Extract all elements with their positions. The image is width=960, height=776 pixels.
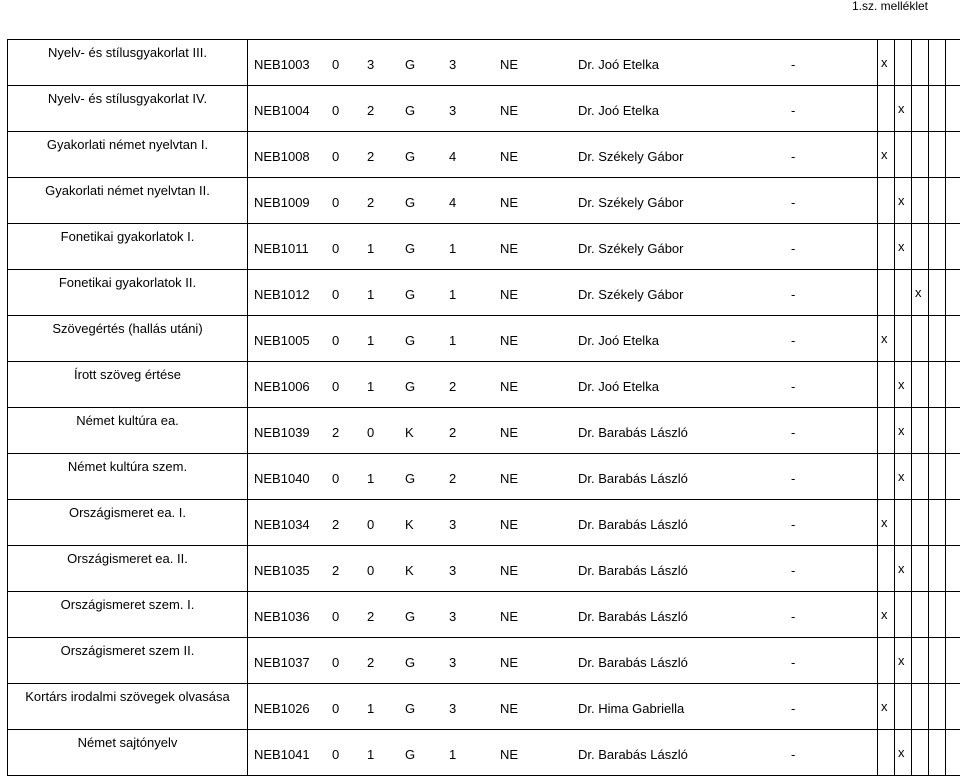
- prerequisite: -: [791, 655, 795, 670]
- semester-cell: [895, 684, 912, 730]
- semester-cell: [895, 132, 912, 178]
- credits: 4: [449, 195, 456, 210]
- practice-hours: 3: [367, 57, 374, 72]
- semester-cell: [929, 592, 946, 638]
- practice-hours: 2: [367, 609, 374, 624]
- teacher-name: Dr. Hima Gabriella: [578, 701, 684, 716]
- semester-mark: x: [898, 101, 905, 116]
- teacher-name: Dr. Székely Gábor: [578, 287, 684, 302]
- practice-hours: 1: [367, 701, 374, 716]
- lecture-hours: 0: [332, 287, 339, 302]
- semester-cell: [946, 224, 960, 270]
- practice-hours: 1: [367, 471, 374, 486]
- credits: 3: [449, 609, 456, 624]
- semester-cell: [929, 40, 946, 86]
- semester-mark: x: [881, 699, 888, 714]
- assessment-type: G: [405, 103, 415, 118]
- semester-mark: x: [898, 745, 905, 760]
- prerequisite: -: [791, 333, 795, 348]
- semester-cell: [878, 270, 895, 316]
- semester-mark: x: [881, 607, 888, 622]
- semester-cell: [946, 316, 960, 362]
- course-code: NEB1041: [254, 747, 310, 762]
- course-name: Nyelv- és stílusgyakorlat IV.: [8, 86, 248, 132]
- semester-cell: [929, 546, 946, 592]
- semester-cell: [878, 40, 895, 86]
- credits: 1: [449, 287, 456, 302]
- lecture-hours: 0: [332, 333, 339, 348]
- semester-cell: [929, 454, 946, 500]
- semester-cell: [946, 270, 960, 316]
- course-name: Gyakorlati német nyelvtan II.: [8, 178, 248, 224]
- table-row: [8, 546, 960, 592]
- teacher-name: Dr. Joó Etelka: [578, 57, 659, 72]
- practice-hours: 2: [367, 149, 374, 164]
- semester-cell: [929, 408, 946, 454]
- semester-cell: [878, 224, 895, 270]
- lecture-hours: 2: [332, 563, 339, 578]
- teacher-name: Dr. Székely Gábor: [578, 195, 684, 210]
- semester-cell: [929, 270, 946, 316]
- semester-cell: [929, 362, 946, 408]
- credits: 3: [449, 563, 456, 578]
- assessment-type: K: [405, 425, 414, 440]
- practice-hours: 1: [367, 333, 374, 348]
- semester-cell: [878, 362, 895, 408]
- semester-cell: [895, 362, 912, 408]
- practice-hours: 0: [367, 563, 374, 578]
- semester-cell: [895, 408, 912, 454]
- course-code: NEB1040: [254, 471, 310, 486]
- prerequisite: -: [791, 241, 795, 256]
- course-code: NEB1037: [254, 655, 310, 670]
- course-code: NEB1009: [254, 195, 310, 210]
- semester-cell: [946, 408, 960, 454]
- semester-cell: [895, 638, 912, 684]
- teacher-name: Dr. Barabás László: [578, 471, 688, 486]
- credits: 3: [449, 517, 456, 532]
- table-row: [8, 270, 960, 316]
- table-row: [8, 178, 960, 224]
- semester-cell: [946, 546, 960, 592]
- assessment-type: G: [405, 747, 415, 762]
- language-code: NE: [500, 149, 518, 164]
- semester-cell: [912, 408, 929, 454]
- semester-cell: [895, 40, 912, 86]
- course-code: NEB1026: [254, 701, 310, 716]
- semester-cell: [946, 86, 960, 132]
- teacher-name: Dr. Joó Etelka: [578, 379, 659, 394]
- assessment-type: G: [405, 149, 415, 164]
- prerequisite: -: [791, 287, 795, 302]
- language-code: NE: [500, 57, 518, 72]
- semester-cell: [946, 684, 960, 730]
- semester-cell: [878, 500, 895, 546]
- semester-cell: [912, 40, 929, 86]
- course-code: NEB1011: [254, 241, 309, 256]
- semester-mark: x: [881, 515, 888, 530]
- assessment-type: G: [405, 195, 415, 210]
- semester-cell: [929, 178, 946, 224]
- lecture-hours: 0: [332, 241, 339, 256]
- language-code: NE: [500, 747, 518, 762]
- semester-cell: [895, 730, 912, 776]
- language-code: NE: [500, 701, 518, 716]
- course-table: [7, 39, 960, 776]
- semester-cell: [912, 454, 929, 500]
- language-code: NE: [500, 471, 518, 486]
- assessment-type: K: [405, 517, 414, 532]
- semester-cell: [878, 638, 895, 684]
- semester-cell: [929, 684, 946, 730]
- course-name: Fonetikai gyakorlatok II.: [8, 270, 248, 316]
- credits: 1: [449, 747, 456, 762]
- prerequisite: -: [791, 149, 795, 164]
- course-name: Gyakorlati német nyelvtan I.: [8, 132, 248, 178]
- teacher-name: Dr. Barabás László: [578, 425, 688, 440]
- course-name: Német kultúra szem.: [8, 454, 248, 500]
- table-row: [8, 592, 960, 638]
- semester-cell: [912, 316, 929, 362]
- teacher-name: Dr. Joó Etelka: [578, 333, 659, 348]
- semester-cell: [895, 270, 912, 316]
- lecture-hours: 0: [332, 149, 339, 164]
- table-row: [8, 316, 960, 362]
- semester-cell: [912, 684, 929, 730]
- practice-hours: 2: [367, 103, 374, 118]
- semester-cell: [878, 86, 895, 132]
- semester-cell: [878, 316, 895, 362]
- semester-cell: [895, 592, 912, 638]
- course-code: NEB1003: [254, 57, 310, 72]
- course-code: NEB1039: [254, 425, 310, 440]
- semester-cell: [878, 684, 895, 730]
- credits: 1: [449, 333, 456, 348]
- semester-mark: x: [898, 423, 905, 438]
- practice-hours: 0: [367, 425, 374, 440]
- language-code: NE: [500, 103, 518, 118]
- lecture-hours: 0: [332, 609, 339, 624]
- language-code: NE: [500, 655, 518, 670]
- language-code: NE: [500, 517, 518, 532]
- semester-cell: [912, 546, 929, 592]
- prerequisite: -: [791, 517, 795, 532]
- language-code: NE: [500, 333, 518, 348]
- table-row: [8, 362, 960, 408]
- language-code: NE: [500, 425, 518, 440]
- assessment-type: G: [405, 471, 415, 486]
- table-row: [8, 86, 960, 132]
- semester-cell: [929, 500, 946, 546]
- course-name: Országismeret ea. II.: [8, 546, 248, 592]
- assessment-type: G: [405, 609, 415, 624]
- language-code: NE: [500, 195, 518, 210]
- credits: 3: [449, 57, 456, 72]
- credits: 4: [449, 149, 456, 164]
- language-code: NE: [500, 379, 518, 394]
- semester-cell: [929, 316, 946, 362]
- lecture-hours: 0: [332, 195, 339, 210]
- semester-cell: [946, 500, 960, 546]
- table-row: [8, 408, 960, 454]
- semester-cell: [895, 316, 912, 362]
- semester-cell: [912, 132, 929, 178]
- semester-cell: [912, 224, 929, 270]
- teacher-name: Dr. Barabás László: [578, 563, 688, 578]
- semester-mark: x: [898, 193, 905, 208]
- semester-cell: [895, 454, 912, 500]
- assessment-type: G: [405, 379, 415, 394]
- semester-mark: x: [898, 377, 905, 392]
- credits: 3: [449, 103, 456, 118]
- semester-cell: [878, 408, 895, 454]
- annex-label: 1.sz. melléklet: [852, 0, 928, 13]
- lecture-hours: 0: [332, 701, 339, 716]
- course-name: Fonetikai gyakorlatok I.: [8, 224, 248, 270]
- credits: 2: [449, 425, 456, 440]
- prerequisite: -: [791, 379, 795, 394]
- credits: 1: [449, 241, 456, 256]
- teacher-name: Dr. Székely Gábor: [578, 241, 684, 256]
- language-code: NE: [500, 563, 518, 578]
- course-name: Írott szöveg értése: [8, 362, 248, 408]
- semester-mark: x: [898, 561, 905, 576]
- semester-cell: [878, 546, 895, 592]
- semester-cell: [946, 730, 960, 776]
- course-code: NEB1036: [254, 609, 310, 624]
- semester-cell: [912, 270, 929, 316]
- semester-cell: [929, 86, 946, 132]
- semester-mark: x: [881, 55, 888, 70]
- prerequisite: -: [791, 57, 795, 72]
- semester-cell: [946, 178, 960, 224]
- semester-cell: [946, 40, 960, 86]
- table-row: [8, 638, 960, 684]
- semester-cell: [912, 178, 929, 224]
- assessment-type: G: [405, 655, 415, 670]
- semester-cell: [946, 362, 960, 408]
- credits: 3: [449, 655, 456, 670]
- course-code: NEB1004: [254, 103, 310, 118]
- table-row: [8, 500, 960, 546]
- lecture-hours: 0: [332, 57, 339, 72]
- semester-cell: [929, 730, 946, 776]
- semester-mark: x: [898, 653, 905, 668]
- practice-hours: 2: [367, 655, 374, 670]
- semester-cell: [946, 132, 960, 178]
- prerequisite: -: [791, 195, 795, 210]
- lecture-hours: 0: [332, 103, 339, 118]
- semester-cell: [946, 454, 960, 500]
- practice-hours: 1: [367, 241, 374, 256]
- semester-mark: x: [881, 147, 888, 162]
- assessment-type: G: [405, 57, 415, 72]
- course-name: Nyelv- és stílusgyakorlat III.: [8, 40, 248, 86]
- course-name: Német sajtónyelv: [8, 730, 248, 776]
- prerequisite: -: [791, 563, 795, 578]
- language-code: NE: [500, 287, 518, 302]
- course-code: NEB1012: [254, 287, 310, 302]
- course-code: NEB1008: [254, 149, 310, 164]
- course-name: Szövegértés (hallás utáni): [8, 316, 248, 362]
- credits: 3: [449, 701, 456, 716]
- table-row: [8, 730, 960, 776]
- semester-cell: [912, 500, 929, 546]
- course-name: Német kultúra ea.: [8, 408, 248, 454]
- practice-hours: 1: [367, 379, 374, 394]
- course-name: Országismeret szem II.: [8, 638, 248, 684]
- lecture-hours: 0: [332, 379, 339, 394]
- semester-mark: x: [915, 285, 922, 300]
- semester-cell: [929, 638, 946, 684]
- prerequisite: -: [791, 103, 795, 118]
- semester-mark: x: [881, 331, 888, 346]
- table-row: [8, 684, 960, 730]
- course-code: NEB1006: [254, 379, 310, 394]
- practice-hours: 1: [367, 287, 374, 302]
- semester-cell: [946, 638, 960, 684]
- language-code: NE: [500, 609, 518, 624]
- table-row: [8, 40, 960, 86]
- teacher-name: Dr. Székely Gábor: [578, 149, 684, 164]
- table-row: [8, 132, 960, 178]
- lecture-hours: 2: [332, 425, 339, 440]
- semester-mark: x: [898, 469, 905, 484]
- prerequisite: -: [791, 701, 795, 716]
- teacher-name: Dr. Barabás László: [578, 517, 688, 532]
- practice-hours: 1: [367, 747, 374, 762]
- assessment-type: G: [405, 333, 415, 348]
- course-name: Kortárs irodalmi szövegek olvasása: [8, 684, 248, 730]
- semester-cell: [912, 730, 929, 776]
- prerequisite: -: [791, 747, 795, 762]
- prerequisite: -: [791, 609, 795, 624]
- semester-cell: [895, 86, 912, 132]
- practice-hours: 0: [367, 517, 374, 532]
- semester-cell: [946, 592, 960, 638]
- teacher-name: Dr. Joó Etelka: [578, 103, 659, 118]
- assessment-type: G: [405, 287, 415, 302]
- table-row: [8, 454, 960, 500]
- assessment-type: G: [405, 241, 415, 256]
- lecture-hours: 0: [332, 747, 339, 762]
- semester-cell: [895, 224, 912, 270]
- lecture-hours: 2: [332, 517, 339, 532]
- semester-cell: [895, 500, 912, 546]
- semester-mark: x: [898, 239, 905, 254]
- language-code: NE: [500, 241, 518, 256]
- semester-cell: [878, 132, 895, 178]
- course-code: NEB1005: [254, 333, 310, 348]
- semester-cell: [912, 362, 929, 408]
- course-name: Országismeret szem. I.: [8, 592, 248, 638]
- semester-cell: [912, 592, 929, 638]
- semester-cell: [895, 178, 912, 224]
- course-code: NEB1035: [254, 563, 310, 578]
- credits: 2: [449, 471, 456, 486]
- semester-cell: [912, 86, 929, 132]
- teacher-name: Dr. Barabás László: [578, 747, 688, 762]
- semester-cell: [929, 132, 946, 178]
- semester-cell: [878, 454, 895, 500]
- prerequisite: -: [791, 425, 795, 440]
- assessment-type: G: [405, 701, 415, 716]
- credits: 2: [449, 379, 456, 394]
- lecture-hours: 0: [332, 471, 339, 486]
- table-row: [8, 224, 960, 270]
- semester-cell: [912, 638, 929, 684]
- semester-cell: [878, 730, 895, 776]
- course-code: NEB1034: [254, 517, 310, 532]
- semester-cell: [878, 592, 895, 638]
- practice-hours: 2: [367, 195, 374, 210]
- lecture-hours: 0: [332, 655, 339, 670]
- teacher-name: Dr. Barabás László: [578, 609, 688, 624]
- course-name: Országismeret ea. I.: [8, 500, 248, 546]
- semester-cell: [895, 546, 912, 592]
- teacher-name: Dr. Barabás László: [578, 655, 688, 670]
- semester-cell: [878, 178, 895, 224]
- assessment-type: K: [405, 563, 414, 578]
- prerequisite: -: [791, 471, 795, 486]
- semester-cell: [929, 224, 946, 270]
